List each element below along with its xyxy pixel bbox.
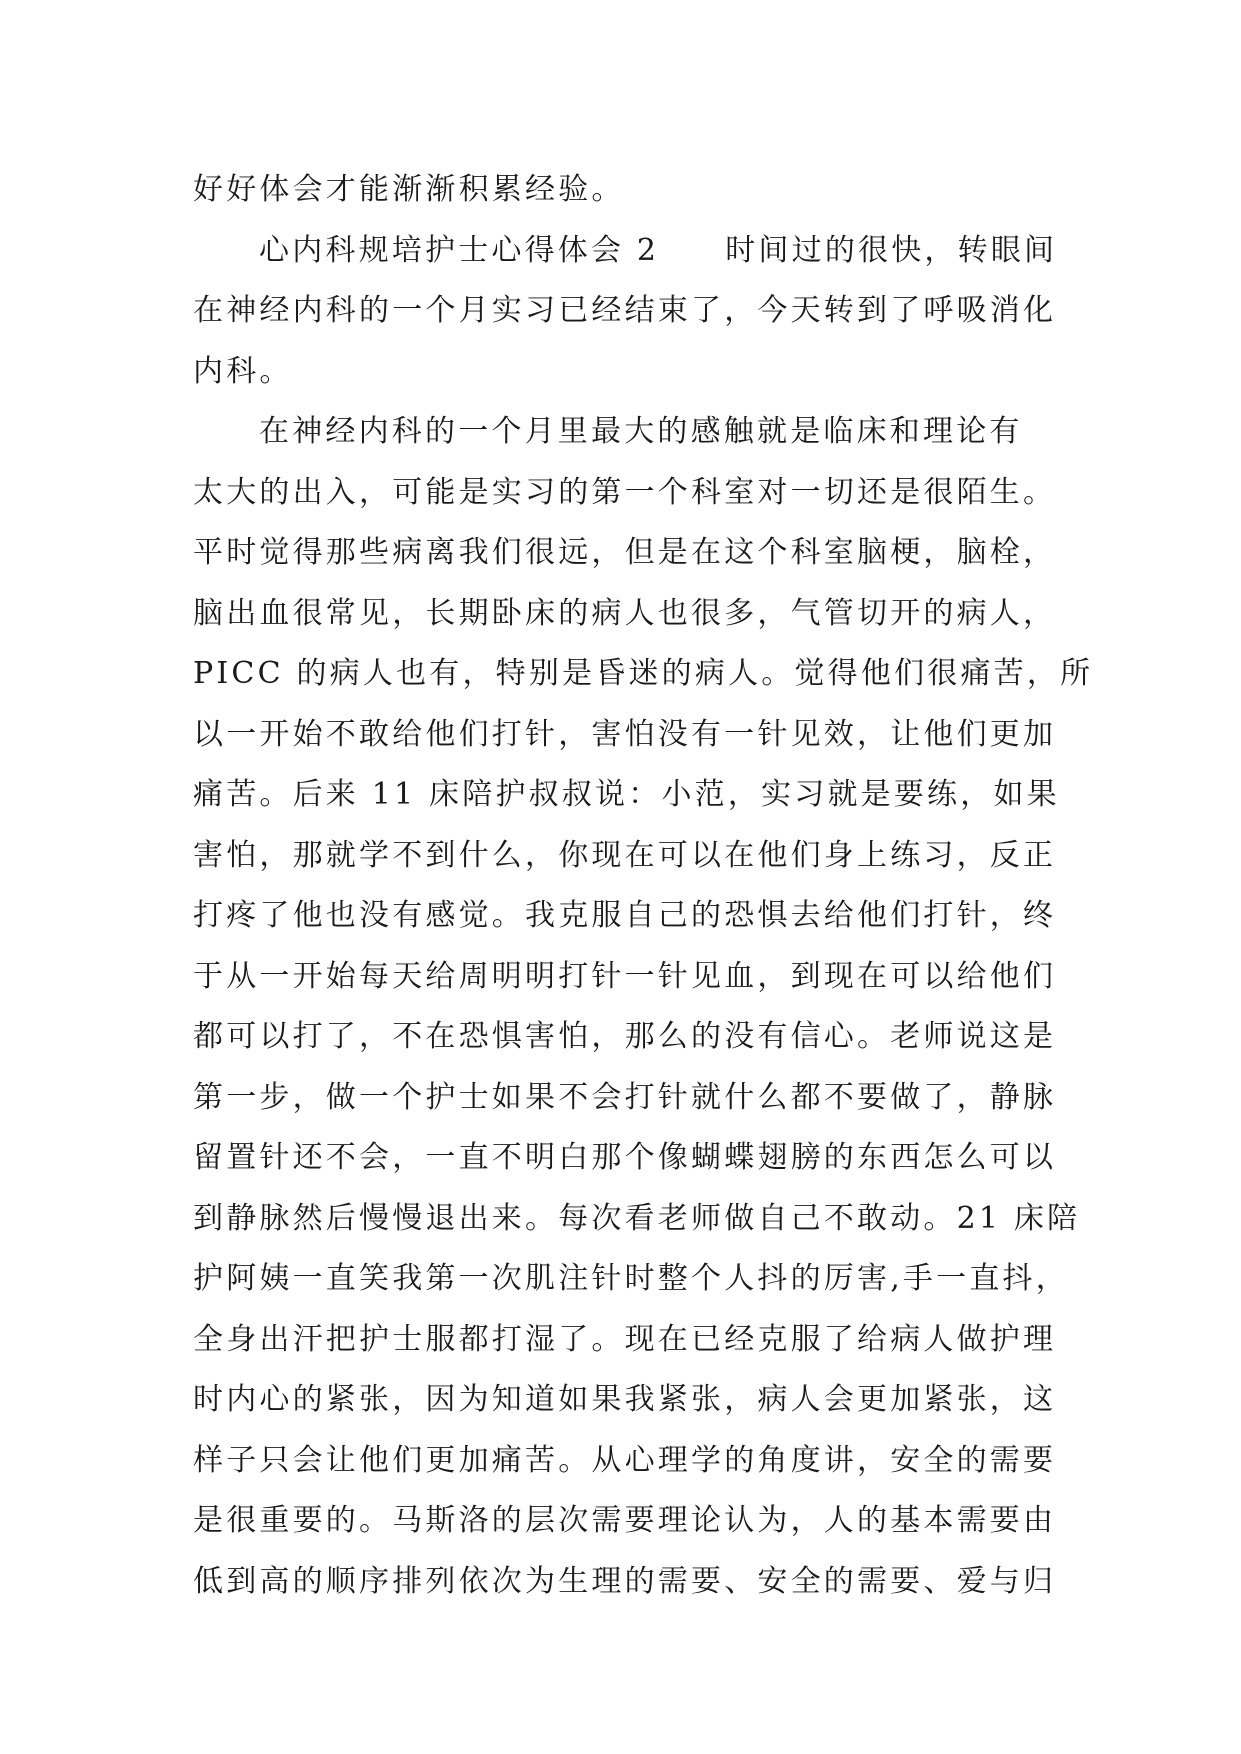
- text-line: [193, 221, 1063, 282]
- text-line: 低到高的顺序排列依次为生理的需要、安全的需要、爱与归: [193, 1563, 1057, 1599]
- text-line: 于从一开始每天给周明明打针一针见血，到现在可以给他们: [193, 958, 1057, 994]
- text-line: 第一步，做一个护士如果不会打针就什么都不要做了，静脉: [193, 1079, 1057, 1115]
- text-line: 都可以打了，不在恐惧害怕，那么的没有信心。老师说这是: [193, 1019, 1057, 1054]
- text-line: 痛苦。后来 11 床陪护叔叔说：小范，实习就是要练，如果: [193, 777, 1060, 812]
- text-line: 好好体会才能渐渐积累经验。: [193, 172, 625, 207]
- body-text: [193, 160, 1094, 1612]
- text-line: 在神经内科的一个月实习已经结束了，今天转到了呼吸消化: [193, 293, 1057, 328]
- text-segment: 时间过的很快，转眼间: [725, 232, 1058, 268]
- text-line: 太大的出入，可能是实习的第一个科室对一切还是很陌生。: [193, 474, 1057, 510]
- text-line: 内科。: [193, 353, 293, 389]
- text-line: 留置针还不会，一直不明白那个像蝴蝶翅膀的东西怎么可以: [193, 1140, 1057, 1175]
- section-heading: 心内科规培护士心得体会 2: [259, 232, 660, 268]
- text-line: 全身出汗把护士服都打湿了。现在已经克服了给病人做护理: [193, 1321, 1057, 1357]
- text-line: 脑出血很常见，长期卧床的病人也很多，气管切开的病人，: [193, 595, 1057, 631]
- text-line: 样子只会让他们更加痛苦。从心理学的角度讲，安全的需要: [193, 1442, 1057, 1478]
- text-line: 到静脉然后慢慢退出来。每次看老师做自己不敢动。21 床陪: [193, 1200, 1081, 1236]
- text-line: 护阿姨一直笑我第一次肌注针时整个人抖的厉害,手一直抖，: [193, 1261, 1069, 1296]
- text-line: 在神经内科的一个月里最大的感触就是临床和理论有: [259, 414, 1023, 449]
- text-line: 害怕，那就学不到什么，你现在可以在他们身上练习，反正: [193, 837, 1057, 873]
- text-line: 以一开始不敢给他们打针，害怕没有一针见效，让他们更加: [193, 716, 1057, 752]
- text-line: 是很重要的。马斯洛的层次需要理论认为，人的基本需要由: [193, 1503, 1057, 1538]
- text-line: 时内心的紧张，因为知道如果我紧张，病人会更加紧张，这: [193, 1382, 1057, 1417]
- text-line: PICC 的病人也有，特别是昏迷的病人。觉得他们很痛苦，所: [193, 656, 1094, 691]
- text-line: 打疼了他也没有感觉。我克服自己的恐惧去给他们打针，终: [193, 898, 1057, 933]
- text-line: 平时觉得那些病离我们很远，但是在这个科室脑梗，脑栓，: [193, 535, 1057, 570]
